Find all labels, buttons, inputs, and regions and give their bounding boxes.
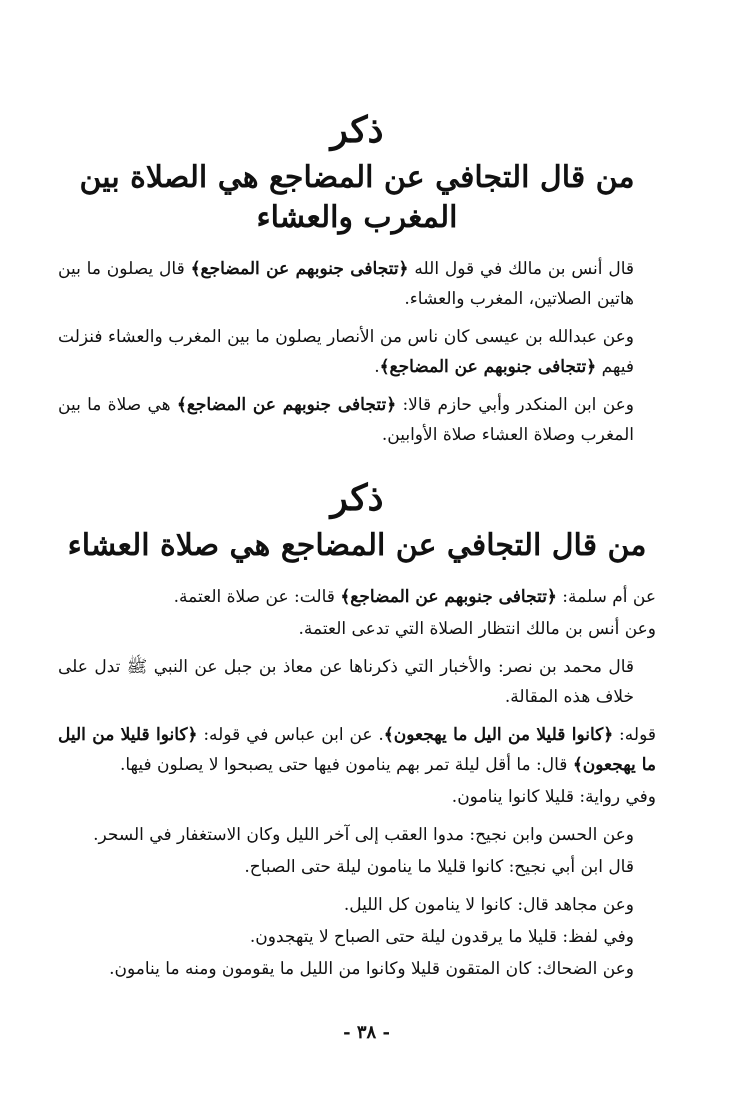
section-1-heading: ذكر: [330, 109, 384, 151]
text-run: . عن ابن عباس في قوله:: [197, 725, 384, 745]
text-run: عن أم سلمة:: [556, 587, 656, 607]
section-2-subheading: من قال التجافي عن المضاجع هي صلاة العشاء: [67, 528, 647, 563]
section-2-paragraph-4: [58, 720, 656, 780]
text-run: قال يصلون ما بين هاتين الصلاتين، المغرب والعشاء.: [58, 259, 634, 309]
section-1-paragraph-2: [58, 322, 656, 382]
page-number: - ٣٨ -: [343, 1022, 390, 1043]
section-2-paragraph-8: وعن مجاهد قال: كانوا لا ينامون كل الليل.: [343, 895, 634, 915]
quran-quote: ﴿تتجافى جنوبهم عن المضاجع﴾: [340, 587, 557, 607]
section-2-paragraph-5: وفي رواية: قليلا كانوا ينامون.: [451, 787, 656, 807]
text-run: قالت: عن صلاة العتمة.: [173, 587, 341, 607]
section-1-paragraph-3: [58, 390, 656, 450]
section-2-paragraph-1: [58, 582, 656, 612]
quran-quote: ﴿كانوا قليلا من اليل ما يهجعون﴾: [58, 725, 656, 775]
section-2-heading: ذكر: [330, 477, 384, 519]
section-2-paragraph-9: وفي لفظ: قليلا ما يرقدون ليلة حتى الصباح لا يتهجدون.: [249, 927, 634, 947]
section-2: [58, 476, 656, 984]
section-1-subheading: من قال التجافي عن المضاجع هي الصلاة بين المغرب والعشاء: [79, 160, 635, 235]
text-run: وعن عبدالله بن عيسى كان ناس من الأنصار يصلون ما بين المغرب والعشاء فنزلت فيهم: [58, 327, 634, 377]
text-run: وعن ابن المنكدر وأبي حازم قالا:: [396, 395, 634, 415]
section-2-paragraph-10: وعن الضحاك: كان المتقون قليلا وكانوا من الليل ما يقومون ومنه ما ينامون.: [109, 959, 634, 979]
text-run: هي صلاة ما بين المغرب وصلاة العشاء صلاة الأوابين.: [58, 395, 634, 445]
quran-quote: ﴿كانوا قليلا من اليل ما يهجعون﴾: [383, 725, 614, 745]
section-2-paragraph-3: قال محمد بن نصر: والأخبار التي ذكرناها عن معاذ بن جبل عن النبي ﷺ تدل على خلاف هذه المقالة.: [58, 657, 634, 707]
section-2-paragraph-2: وعن أنس بن مالك انتظار الصلاة التي تدعى العتمة.: [298, 619, 656, 639]
quran-quote: ﴿تتجافى جنوبهم عن المضاجع﴾: [190, 259, 409, 279]
section-1-paragraph-1: [58, 254, 656, 314]
section-2-paragraph-6: وعن الحسن وابن نجيح: مدوا العقب إلى آخر الليل وكان الاستغفار في السحر.: [93, 825, 634, 845]
text-run: .: [374, 357, 380, 377]
section-2-paragraph-7: قال ابن أبي نجيح: كانوا قليلا ما ينامون ليلة حتى الصباح.: [244, 857, 634, 877]
section-1: [58, 108, 656, 450]
text-run: قال أنس بن مالك في قول الله: [408, 259, 635, 279]
quran-quote: ﴿تتجافى جنوبهم عن المضاجع﴾: [176, 395, 397, 415]
text-run: قوله:: [613, 725, 656, 745]
quran-quote: ﴿تتجافى جنوبهم عن المضاجع﴾: [379, 357, 597, 377]
text-run: قال: ما أقل ليلة تمر بهم ينامون فيها حتى يصبحوا لا يصلون فيها.: [119, 755, 573, 775]
page-body: [58, 108, 656, 986]
